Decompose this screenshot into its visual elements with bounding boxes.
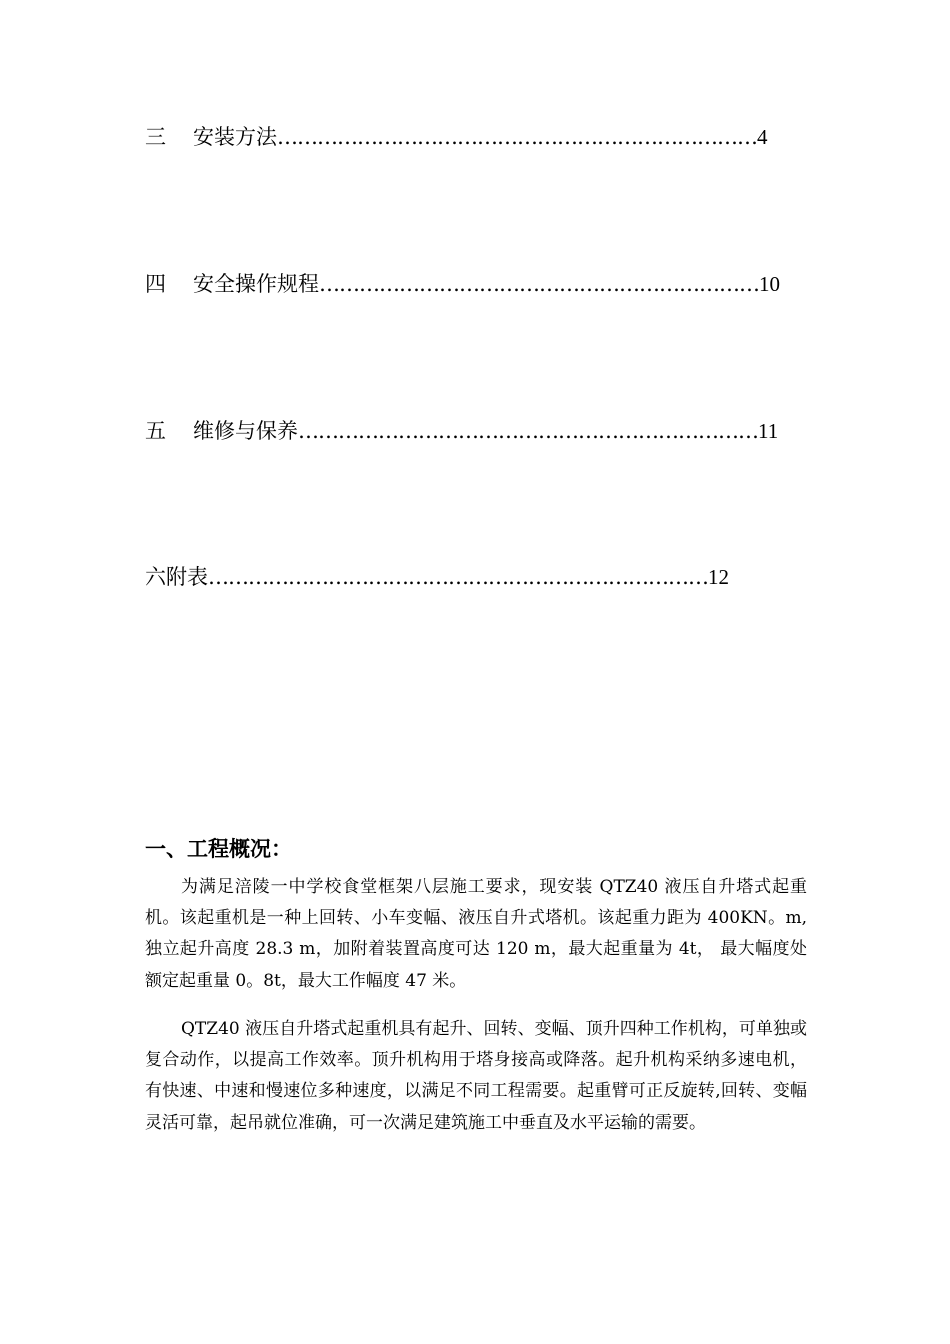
toc-page-number: 10	[759, 272, 780, 296]
toc-number: 三	[145, 125, 166, 149]
toc-line-3	[145, 123, 768, 151]
toc-leader-dots: ………………………………………………………………	[277, 125, 757, 149]
section-heading: 一、工程概况：	[145, 837, 292, 861]
toc-title: 安装方法	[193, 125, 277, 149]
toc-leader-dots: …………………………………………………………	[319, 272, 759, 296]
toc-leader-dots: ……………………………………………………………	[298, 419, 758, 443]
body-paragraph: 为满足涪陵一中学校食堂框架八层施工要求，现安装 QTZ40 液压自升塔式起重机。该起重机是一种上回转、小车变幅、液压自升式塔机。该起重力距为 400KN。m,独立起升高度 28.3 m，加附着装置高度可达 120 m，最大起重量为 4t， 最大幅度处额定起重量 0。8t，最大工作幅度 47 米。	[145, 877, 807, 991]
toc-number: 五	[145, 419, 166, 443]
toc-line-5	[145, 417, 778, 445]
toc-title: 安全操作规程	[193, 272, 319, 296]
toc-line-6	[145, 563, 729, 591]
toc-line-4	[145, 270, 780, 298]
toc-number: 四	[145, 272, 166, 296]
toc-page-number: 11	[758, 419, 779, 443]
toc-page-number: 4	[757, 125, 768, 149]
body-paragraph: QTZ40 液压自升塔式起重机具有起升、回转、变幅、顶升四种工作机构，可单独或复合动作，以提高工作效率。顶升机构用于塔身接高或降落。起升机构采纳多速电机，有快速、中速和慢速位多种速度，以满足不同工程需要。起重臂可正反旋转,回转、变幅灵活可靠，起吊就位准确，可一次满足建筑施工中垂直及水平运输的需要。	[145, 1019, 807, 1133]
toc-title: 六附表	[145, 565, 208, 589]
toc-title: 维修与保养	[193, 419, 298, 443]
toc-leader-dots: …………………………………………………………………	[208, 565, 708, 589]
toc-page-number: 12	[708, 565, 729, 589]
